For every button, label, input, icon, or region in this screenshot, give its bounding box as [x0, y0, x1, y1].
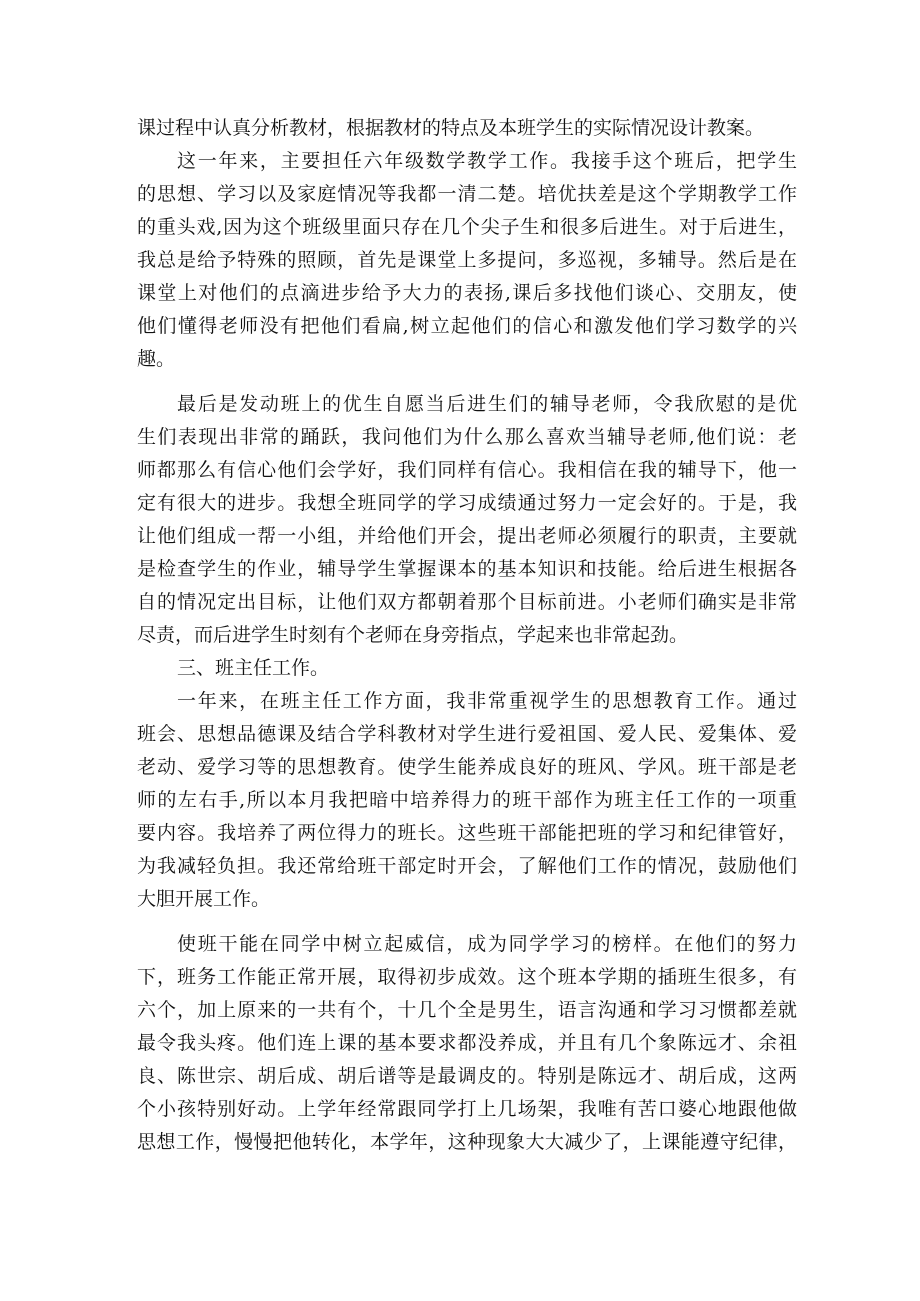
text-line: 让他们组成一帮一小组，并给他们开会，提出老师必须履行的职责，主要就	[137, 525, 797, 547]
text-line: 趣。	[137, 348, 176, 370]
text-line: 的思想、学习以及家庭情况等我都一清二楚。培优扶差是这个学期教学工作	[137, 183, 797, 205]
text-line: 课过程中认真分析教材，根据教材的特点及本班学生的实际情况设计教案。	[137, 117, 765, 139]
text-line: 的重头戏,因为这个班级里面只存在几个尖子生和很多后进生。对于后进生，	[137, 216, 797, 238]
text-line: 六个，加上原来的一共有个，十几个全是男生，语言沟通和学习习惯都差就	[137, 999, 797, 1021]
text-line: 一年来，在班主任工作方面，我非常重视学生的思想教育工作。通过	[177, 690, 797, 712]
text-line: 尽责，而后进学生时刻有个老师在身旁指点，学起来也非常起劲。	[137, 624, 689, 646]
paragraph-gap	[137, 916, 797, 928]
text-line: 他们懂得老师没有把他们看扁,树立起他们的信心和激发他们学习数学的兴	[137, 315, 797, 337]
text-line: 为我减轻负担。我还常给班干部定时开会，了解他们工作的情况，鼓励他们	[137, 855, 797, 877]
text-line: 下，班务工作能正常开展，取得初步成效。这个班本学期的插班生很多，有	[137, 966, 797, 988]
text-line: 我总是给予特殊的照顾，首先是课堂上多提问，多巡视，多辅导。然后是在	[137, 249, 797, 271]
document-body	[137, 112, 797, 1159]
text-line: 是检查学生的作业，辅导学生掌握课本的基本知识和技能。给后进生根据各	[137, 558, 797, 580]
paragraph-gap	[137, 376, 797, 388]
text-line: 老动、爱学习等的思想教育。使学生能养成良好的班风、学风。班干部是老	[137, 756, 797, 778]
text-line: 个小孩特别好动。上学年经常跟同学打上几场架，我唯有苦口婆心地跟他做	[137, 1098, 797, 1120]
text-line: 良、陈世宗、胡后成、胡后谱等是最调皮的。特别是陈远才、胡后成，这两	[137, 1065, 797, 1087]
paragraph-teaching-work	[137, 145, 797, 376]
text-line: 要内容。我培养了两位得力的班长。这些班干部能把班的学习和纪律管好，	[137, 822, 797, 844]
text-line: 定有很大的进步。我想全班同学的学习成绩通过努力一定会好的。于是，我	[137, 492, 797, 514]
text-line: 思想工作，慢慢把他转化，本学年，这种现象大大减少了，上课能遵守纪律，	[137, 1131, 797, 1153]
paragraph-peer-tutoring	[137, 388, 797, 652]
text-line: 师都那么有信心他们会学好，我们同样有信心。我相信在我的辅导下，他一	[137, 459, 797, 481]
text-line: 最令我头疼。他们连上课的基本要求都没养成，并且有几个象陈远才、余祖	[137, 1032, 797, 1054]
section-heading	[137, 652, 797, 685]
text-line: 自的情况定出目标，让他们双方都朝着那个目标前进。小老师们确实是非常	[137, 591, 797, 613]
text-line: 课堂上对他们的点滴进步给予大力的表扬,课后多找他们谈心、交朋友，使	[137, 282, 797, 304]
text-line: 大胆开展工作。	[137, 888, 271, 910]
paragraph-continuation	[137, 112, 797, 145]
text-line: 这一年来，主要担任六年级数学教学工作。我接手这个班后，把学生	[177, 150, 797, 172]
text-line: 最后是发动班上的优生自愿当后进生们的辅导老师，令我欣慰的是优	[177, 393, 797, 415]
text-line: 班会、思想品德课及结合学科教材对学生进行爱祖国、爱人民、爱集体、爱	[137, 723, 797, 745]
text-line: 使班干能在同学中树立起威信，成为同学学习的榜样。在他们的努力	[177, 933, 797, 955]
paragraph-class-teacher-work	[137, 685, 797, 916]
paragraph-class-cadres	[137, 928, 797, 1159]
section-heading-text: 三、班主任工作。	[177, 657, 330, 679]
text-line: 生们表现出非常的踊跃，我问他们为什么那么喜欢当辅导老师,他们说：老	[137, 426, 797, 448]
text-line: 师的左右手,所以本月我把暗中培养得力的班干部作为班主任工作的一项重	[137, 789, 797, 811]
